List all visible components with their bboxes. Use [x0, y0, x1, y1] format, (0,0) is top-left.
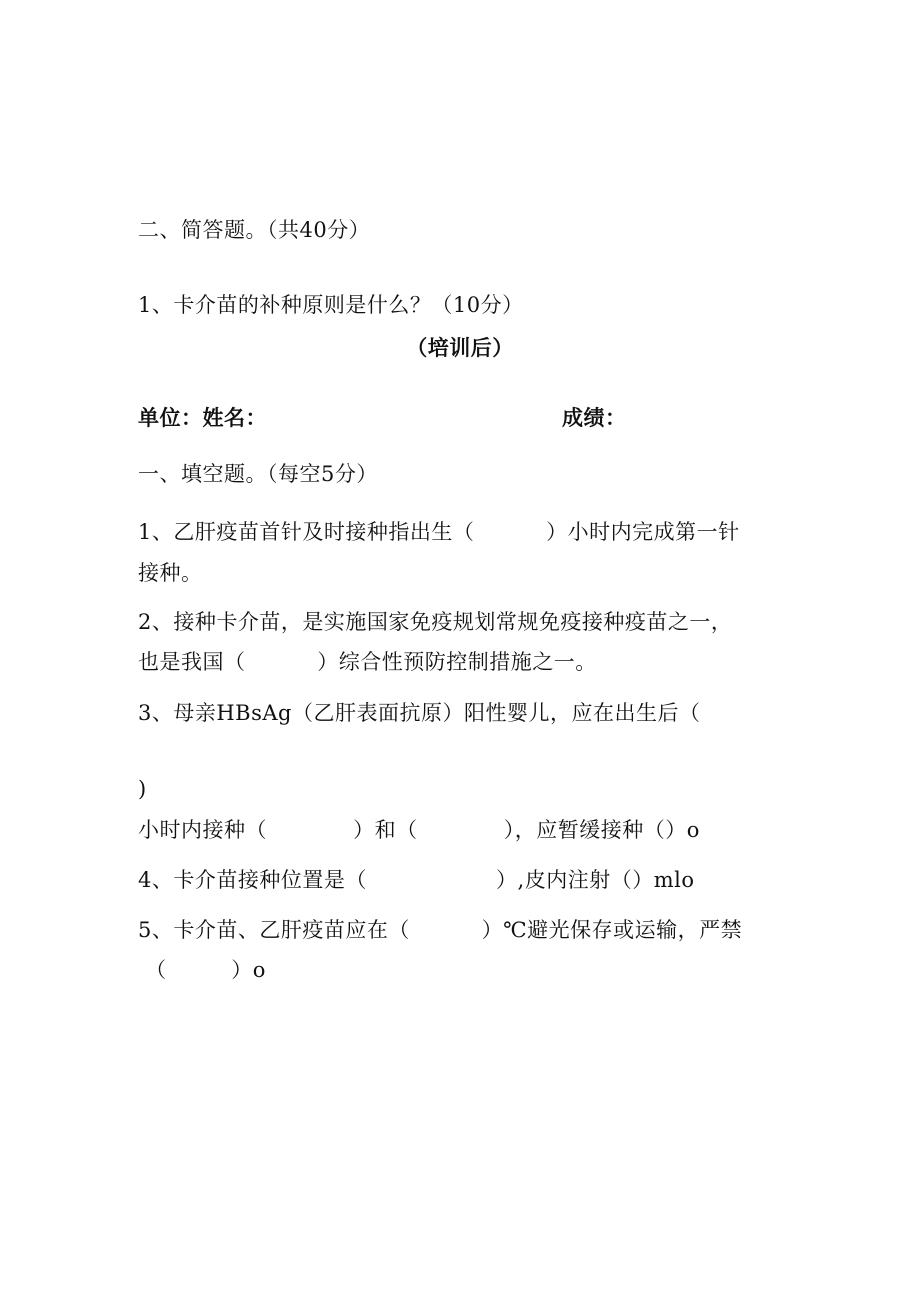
unit-name-label: 单位：姓名：	[138, 406, 267, 430]
section1-question-2-line-1: 2、接种卡介苗，是实施国家免疫规划常规免疫接种疫苗之一，	[138, 610, 733, 634]
section2-heading: 二、简答题。（共40分）	[138, 218, 371, 242]
section1-heading: 一、填空题。（每空5分）	[138, 462, 378, 486]
page-subtitle: （培训后）	[406, 336, 514, 360]
section1-question-1-line-2: 接种。	[138, 561, 203, 585]
score-label: 成绩：	[562, 406, 627, 430]
section1-question-5-line-2: （ ）o	[138, 958, 266, 982]
section1-question-4: 4、卡介苗接种位置是（ ）,皮内注射（）mlo	[138, 868, 695, 892]
section2-question-1: 1、卡介苗的补种原则是什么？（10分）	[138, 293, 524, 317]
section1-question-3-line-3: 小时内接种（ ）和（ ），应暂缓接种（）o	[138, 818, 700, 842]
section1-question-2-line-2: 也是我国（ ）综合性预防控制措施之一。	[138, 650, 597, 674]
section1-question-3-line-2: )	[138, 777, 147, 801]
section1-question-3-line-1: 3、母亲HBsAg（乙肝表面抗原）阳性婴儿，应在出生后（	[138, 701, 701, 725]
section1-question-5-line-1: 5、卡介苗、乙肝疫苗应在（ ）℃避光保存或运输，严禁	[138, 918, 743, 942]
section1-question-1-line-1: 1、乙肝疫苗首针及时接种指出生（ ）小时内完成第一针	[138, 520, 740, 544]
